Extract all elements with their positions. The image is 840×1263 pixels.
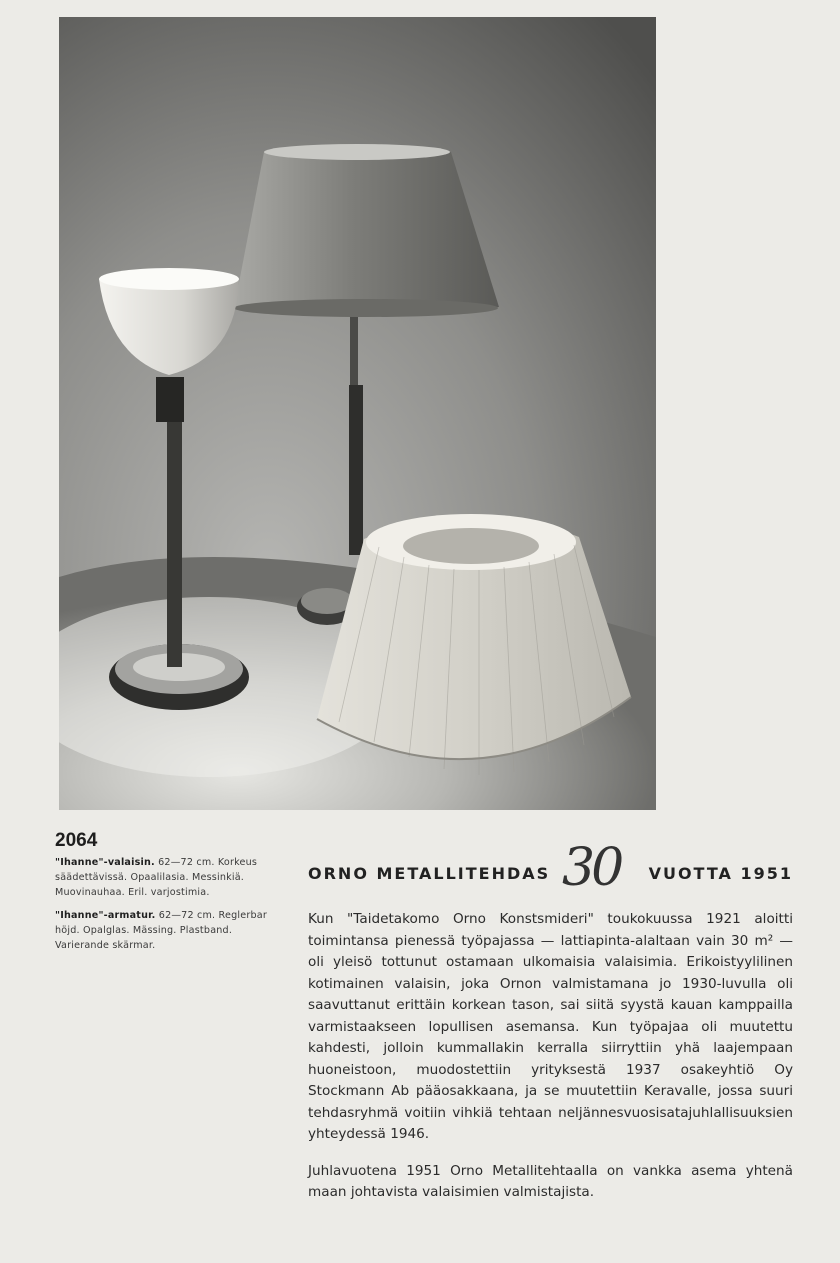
headline-years: VUOTTA 1951 [648, 864, 793, 883]
lamps-illustration [59, 17, 656, 810]
paragraph-jubilee: Juhlavuotena 1951 Orno Metallitehtaalla on vankka asema yhtenä maan johtavista valaisimien valmistajista. [308, 1162, 793, 1200]
lamps-photo [59, 17, 656, 810]
caption-finnish [55, 855, 270, 900]
paragraph-history: Kun "Taidetakomo Orno Konstsmideri" toukokuussa 1921 aloitti toimintansa pienessä työpajassa — lattiapinta-alaltaan vain 30 m² — oli yleisö tottunut ostamaan ulkomaisia valaisimia. Erikoistyylilinen kotimainen valaisin, joka Ornon valmistamana jo 1930-luvulla oli saavuttanut erittäin korkean tason, sai siitä syystä kauan kamppailla varmistaakseen lopullisen asemansa. Kun työpajaa oli muutettu kahdesti, jolloin kummallakin kerralla siirryttiin yhä laajempaan huoneistoon, muodostettiin yrityksestä 1937 osakeyhtiö Oy Stockmann Ab pääosakkaana, ja se muutettiin Keravalle, jossa suuri tehdasryhmä voitiin vihkiä tehtaan neljännesvuosisatajuhlallisuuksien yhteydessä 1946. [308, 911, 793, 1142]
headline-number: 30 [562, 838, 621, 898]
article-body [308, 909, 793, 1204]
caption-finnish-text: 62—72 cm. Korkeus säädettävissä. Opaalilasia. Messinkiä. Muovinauhaa. Eril. varjostimia. [55, 857, 258, 898]
anniversary-headline [308, 838, 793, 898]
caption-swedish-title: "Ihanne"-armatur. [55, 910, 156, 921]
caption-swedish-text: 62—72 cm. Reglerbar höjd. Opalglas. Mässing. Plastband. Varierande skärmar. [55, 910, 268, 951]
product-caption [55, 830, 270, 953]
caption-finnish-title: "Ihanne"-valaisin. [55, 857, 155, 868]
headline-company: ORNO METALLITEHDAS [308, 864, 551, 883]
model-number: 2064 [55, 830, 98, 851]
caption-swedish [55, 908, 270, 953]
